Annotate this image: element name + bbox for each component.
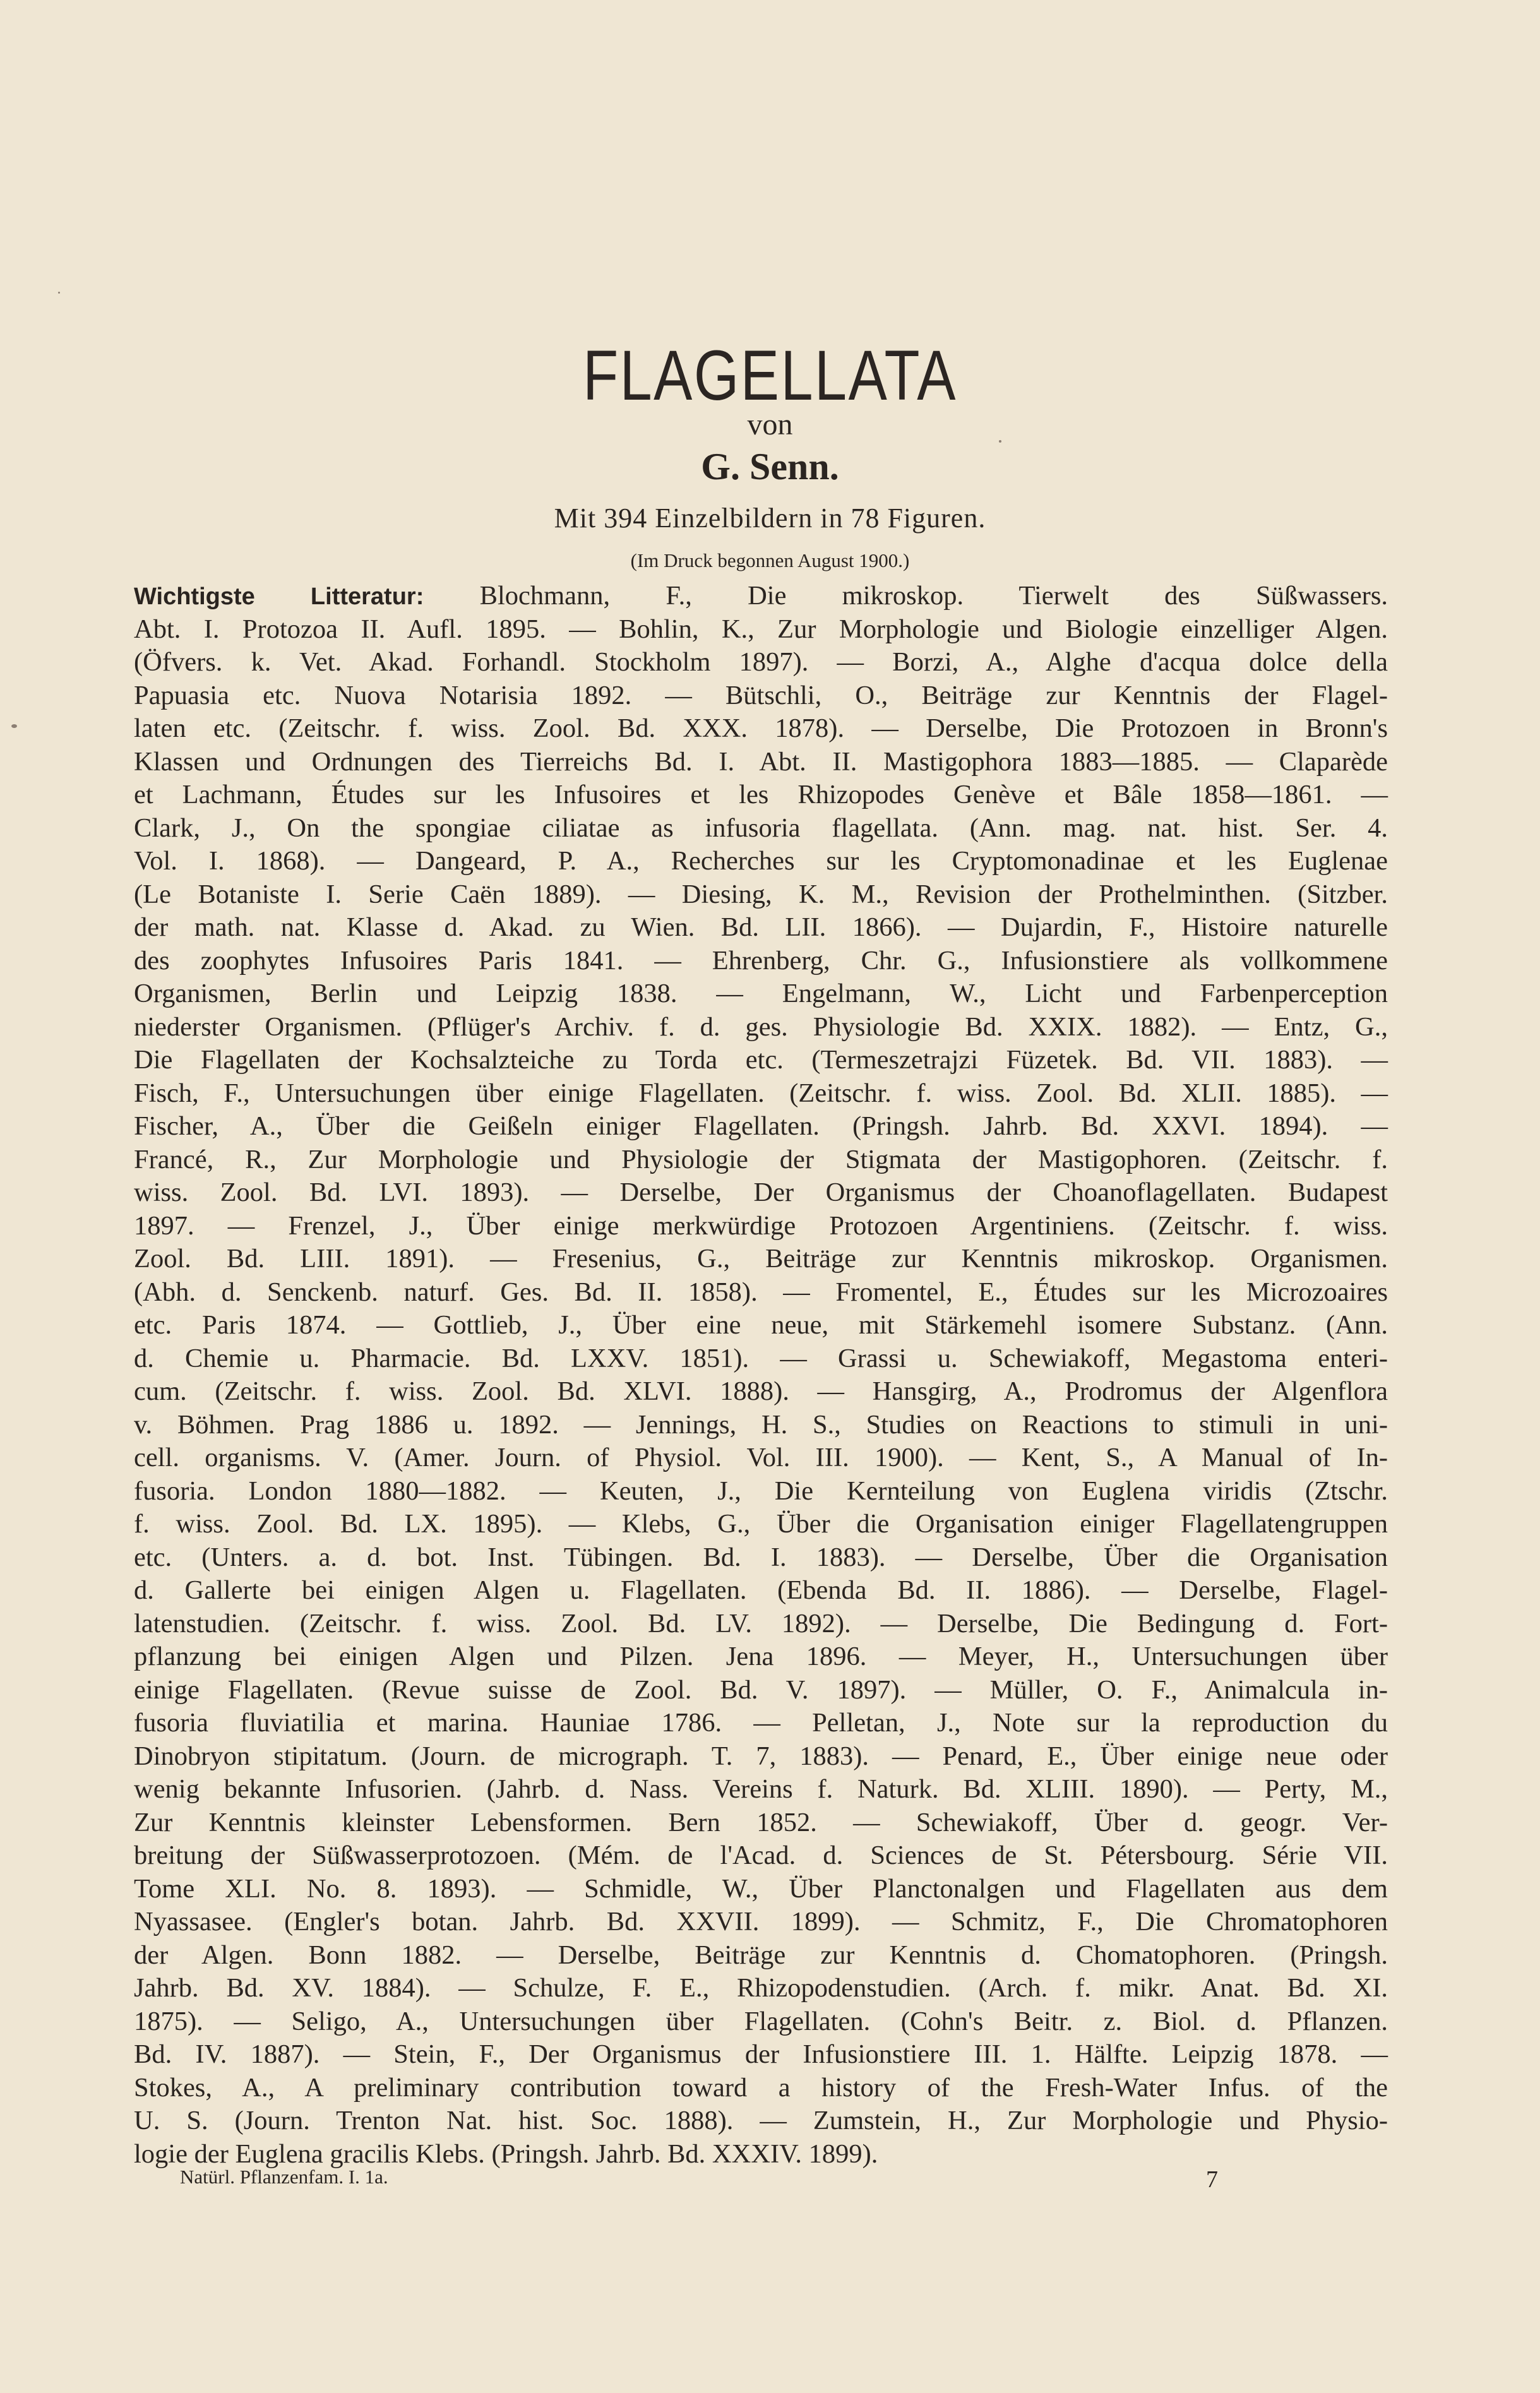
paper-speck: [999, 440, 1001, 443]
literature-line: [134, 1873, 1388, 1906]
footer-series: Natürl. Pflanzenfam. I. 1a.: [180, 2166, 388, 2188]
literature-line: [134, 1210, 1388, 1243]
literature-line-text: laten etc. (Zeitschr. f. wiss. Zool. Bd. XXX. 1878). — Derselbe, Die Protozoen in Bronn's: [134, 713, 1388, 743]
literature-line-text: Bd. IV. 1887). — Stein, F., Der Organismus der Infusionstiere III. 1. Hälfte. Leipzig 1878. —: [134, 2039, 1388, 2069]
literature-line: [134, 1243, 1388, 1276]
literature-line: [134, 1773, 1388, 1806]
literature-line-text: Zool. Bd. LIII. 1891). — Fresenius, G., Beiträge zur Kenntnis mikroskop. Organismen.: [134, 1244, 1388, 1274]
literature-line: [134, 2005, 1388, 2039]
literature-line-text: latenstudien. (Zeitschr. f. wiss. Zool. Bd. LV. 1892). — Derselbe, Die Bedingung d. Fort-: [134, 1608, 1388, 1638]
literature-line-text: (Öfvers. k. Vet. Akad. Forhandl. Stockholm 1897). — Borzi, A., Alghe d'acqua dolce della: [134, 647, 1388, 677]
page-title: FLAGELLATA: [583, 336, 957, 415]
literature-line: [134, 1375, 1388, 1409]
literature-line-text: d. Chemie u. Pharmacie. Bd. LXXV. 1851). — Grassi u. Schewiakoff, Megastoma enteri-: [134, 1343, 1388, 1373]
literature-line: [134, 1441, 1388, 1475]
literature-line: [134, 1011, 1388, 1044]
literature-line: [134, 1574, 1388, 1608]
literature-line: [134, 712, 1388, 746]
paper-speck: [11, 724, 17, 728]
literature-line-text: etc. Paris 1874. — Gottlieb, J., Über eine neue, mit Stärkemehl isomere Substanz. (Ann.: [134, 1310, 1388, 1340]
literature-line: [134, 1077, 1388, 1111]
literature-line-text: Dinobryon stipitatum. (Journ. de micrograph. T. 7, 1883). — Penard, E., Über einige neue oder: [134, 1741, 1388, 1771]
literature-line-text: Francé, R., Zur Morphologie und Physiologie der Stigmata der Mastigophoren. (Zeitschr. f.: [134, 1144, 1388, 1174]
literature-line: [134, 911, 1388, 945]
literature-line-text: Klassen und Ordnungen des Tierreichs Bd. I. Abt. II. Mastigophora 1883—1885. — Claparède: [134, 746, 1388, 777]
literature-line-text: Jahrb. Bd. XV. 1884). — Schulze, F. E., Rhizopodenstudien. (Arch. f. mikr. Anat. Bd. XI.: [134, 1973, 1388, 2003]
literature-line: [134, 1276, 1388, 1310]
literature-line-text: Die Flagellaten der Kochsalzteiche zu Torda etc. (Termeszetrajzi Füzetek. Bd. VII. 1883). —: [134, 1045, 1388, 1075]
literature-line-text: wiss. Zool. Bd. LVI. 1893). — Derselbe, Der Organismus der Choanoflagellaten. Budapest: [134, 1178, 1388, 1207]
literature-line-text: cum. (Zeitschr. f. wiss. Zool. Bd. XLVI. 1888). — Hansgirg, A., Prodromus der Algenflora: [134, 1376, 1388, 1406]
literature-line: [134, 1806, 1388, 1840]
literature-line-text: Nyassasee. (Engler's botan. Jahrb. Bd. XXVII. 1899). — Schmitz, F., Die Chromatophoren: [134, 1907, 1388, 1936]
literature-line: [134, 2072, 1388, 2105]
literature-line-text: pflanzung bei einigen Algen und Pilzen. Jena 1896. — Meyer, H., Untersuchungen über: [134, 1642, 1388, 1671]
literature-line-text: Organismen, Berlin und Leipzig 1838. — Engelmann, W., Licht und Farbenperception: [134, 979, 1388, 1008]
literature-line-text: niederster Organismen. (Pflüger's Archiv. f. d. ges. Physiologie Bd. XXIX. 1882). — Entz, G.,: [134, 1012, 1388, 1042]
figure-count: Mit 394 Einzelbildern in 78 Figuren.: [554, 503, 986, 534]
literature-line: [134, 679, 1388, 713]
literature-line: [134, 1110, 1388, 1143]
literature-line: [134, 1409, 1388, 1442]
literature-line: [134, 1608, 1388, 1641]
printing-note: (Im Druck begonnen August 1900.): [630, 549, 910, 571]
author-name: G. Senn.: [701, 446, 839, 487]
literature-line-text: 1897. — Frenzel, J., Über einige merkwürdige Protozoen Argentiniens. (Zeitschr. f. wiss.: [134, 1210, 1388, 1241]
literature-line: [134, 812, 1388, 845]
literature-line: [134, 1640, 1388, 1674]
literature-line: [134, 1972, 1388, 2005]
literature-line-text: des zoophytes Infusoires Paris 1841. — Ehrenberg, Chr. G., Infusionstiere als vollkommene: [134, 945, 1388, 976]
literature-line-text: der Algen. Bonn 1882. — Derselbe, Beiträge zur Kenntnis d. Chomatophoren. (Pringsh.: [134, 1940, 1388, 1970]
literature-line-text: Stokes, A., A preliminary contribution toward a history of the Fresh-Water Infus. of the: [134, 2072, 1388, 2103]
literature-line-text: (Abh. d. Senckenb. naturf. Ges. Bd. II. 1858). — Fromentel, E., Études sur les Microzoaires: [134, 1277, 1388, 1307]
byline-von: von: [747, 408, 793, 441]
literature-line-text: einige Flagellaten. (Revue suisse de Zool. Bd. V. 1897). — Müller, O. F., Animalcula in-: [134, 1674, 1388, 1705]
literature-line: [134, 1707, 1388, 1740]
literature-line-text: Papuasia etc. Nuova Notarisia 1892. — Bütschli, O., Beiträge zur Kenntnis der Flagel-: [134, 680, 1388, 710]
page-number: 7: [1206, 2166, 1218, 2193]
literature-line: [134, 2104, 1388, 2138]
literature-line-text: Clark, J., On the spongiae ciliatae as infusoria flagellata. (Ann. mag. nat. hist. Ser. 4.: [134, 813, 1388, 843]
literature-line-text: Zur Kenntnis kleinster Lebensformen. Bern 1852. — Schewiakoff, Über d. geogr. Ver-: [134, 1807, 1388, 1837]
literature-line: [134, 1674, 1388, 1707]
literature-line-text: wenig bekannte Infusorien. (Jahrb. d. Nass. Vereins f. Naturk. Bd. XLIII. 1890). — Perty, M.,: [134, 1774, 1388, 1804]
literature-line-text: v. Böhmen. Prag 1886 u. 1892. — Jennings, H. S., Studies on Reactions to stimuli in uni-: [134, 1409, 1388, 1440]
literature-line: [134, 945, 1388, 978]
literature-line-text: fusoria. London 1880—1882. — Keuten, J., Die Kernteilung von Euglena viridis (Ztschr.: [134, 1476, 1388, 1506]
literature-line: [134, 746, 1388, 779]
literature-line-text: etc. (Unters. a. d. bot. Inst. Tübingen. Bd. I. 1883). — Derselbe, Über die Organisation: [134, 1542, 1388, 1572]
literature-line-text: Fisch, F., Untersuchungen über einige Flagellaten. (Zeitschr. f. wiss. Zool. Bd. XLII. 1885). —: [134, 1078, 1388, 1108]
literature-section: [134, 580, 1388, 2171]
literature-line-text: Vol. I. 1868). — Dangeard, P. A., Recherches sur les Cryptomonadinae et les Euglenae: [134, 846, 1388, 876]
literature-line: [134, 646, 1388, 679]
literature-line-text: der math. nat. Klasse d. Akad. zu Wien. Bd. LII. 1866). — Dujardin, F., Histoire naturelle: [134, 912, 1388, 942]
literature-line: [134, 1541, 1388, 1575]
paper-speck: [58, 292, 60, 294]
literature-line: [134, 1044, 1388, 1077]
literature-line-text: 1875). — Seligo, A., Untersuchungen über Flagellaten. (Cohn's Beitr. z. Biol. d. Pflanzen.: [134, 2006, 1388, 2036]
literature-line-text: d. Gallerte bei einigen Algen u. Flagellaten. (Ebenda Bd. II. 1886). — Derselbe, Flagel-: [134, 1575, 1388, 1605]
literature-line: [134, 580, 1388, 613]
literature-line: [134, 977, 1388, 1011]
literature-line-text: fusoria fluviatilia et marina. Hauniae 1786. — Pelletan, J., Note sur la reproduction du: [134, 1708, 1388, 1738]
literature-heading: Wichtigste Litteratur:: [134, 583, 424, 610]
literature-line: [134, 1475, 1388, 1508]
literature-line-text: Fischer, A., Über die Geißeln einiger Flagellaten. (Pringsh. Jahrb. Bd. XXVI. 1894). —: [134, 1111, 1388, 1141]
literature-line: [134, 613, 1388, 647]
literature-line: [134, 1839, 1388, 1873]
literature-line-text: breitung der Süßwasserprotozoen. (Mém. de l'Acad. d. Sciences de St. Pétersbourg. Série VII.: [134, 1841, 1388, 1870]
literature-line-text: et Lachmann, Études sur les Infusoires et les Rhizopodes Genève et Bâle 1858—1861. —: [134, 780, 1388, 809]
literature-line: [134, 1939, 1388, 1972]
literature-line: [134, 2038, 1388, 2072]
literature-line: [134, 878, 1388, 912]
literature-line: [134, 845, 1388, 878]
literature-line-text: (Le Botaniste I. Serie Caën 1889). — Diesing, K. M., Revision der Prothelminthen. (Sitzber.: [134, 879, 1388, 909]
literature-line-text: Abt. I. Protozoa II. Aufl. 1895. — Bohlin, K., Zur Morphologie und Biologie einzelliger Algen.: [134, 614, 1388, 644]
literature-line: [134, 1309, 1388, 1342]
literature-line: [134, 1342, 1388, 1376]
literature-line-text: U. S. (Journ. Trenton Nat. hist. Soc. 1888). — Zumstein, H., Zur Morphologie und Physio-: [134, 2106, 1388, 2135]
literature-line-text: f. wiss. Zool. Bd. LX. 1895). — Klebs, G., Über die Organisation einiger Flagellatengruppen: [134, 1509, 1388, 1539]
literature-line: [134, 1143, 1388, 1177]
literature-line-text: Tome XLI. No. 8. 1893). — Schmidle, W., Über Planctonalgen und Flagellaten aus dem: [134, 1873, 1388, 1904]
literature-line-text: cell. organisms. V. (Amer. Journ. of Physiol. Vol. III. 1900). — Kent, S., A Manual of In-: [134, 1443, 1388, 1472]
literature-line: [134, 1176, 1388, 1210]
literature-line: [134, 1906, 1388, 1939]
literature-line-text: Blochmann, F., Die mikroskop. Tierwelt des Süßwassers.: [479, 581, 1388, 611]
literature-line: [134, 779, 1388, 812]
literature-line: [134, 1508, 1388, 1541]
literature-line: [134, 1740, 1388, 1774]
literature-line-text: logie der Euglena gracilis Klebs. (Pringsh. Jahrb. Bd. XXXIV. 1899).: [134, 2139, 878, 2169]
